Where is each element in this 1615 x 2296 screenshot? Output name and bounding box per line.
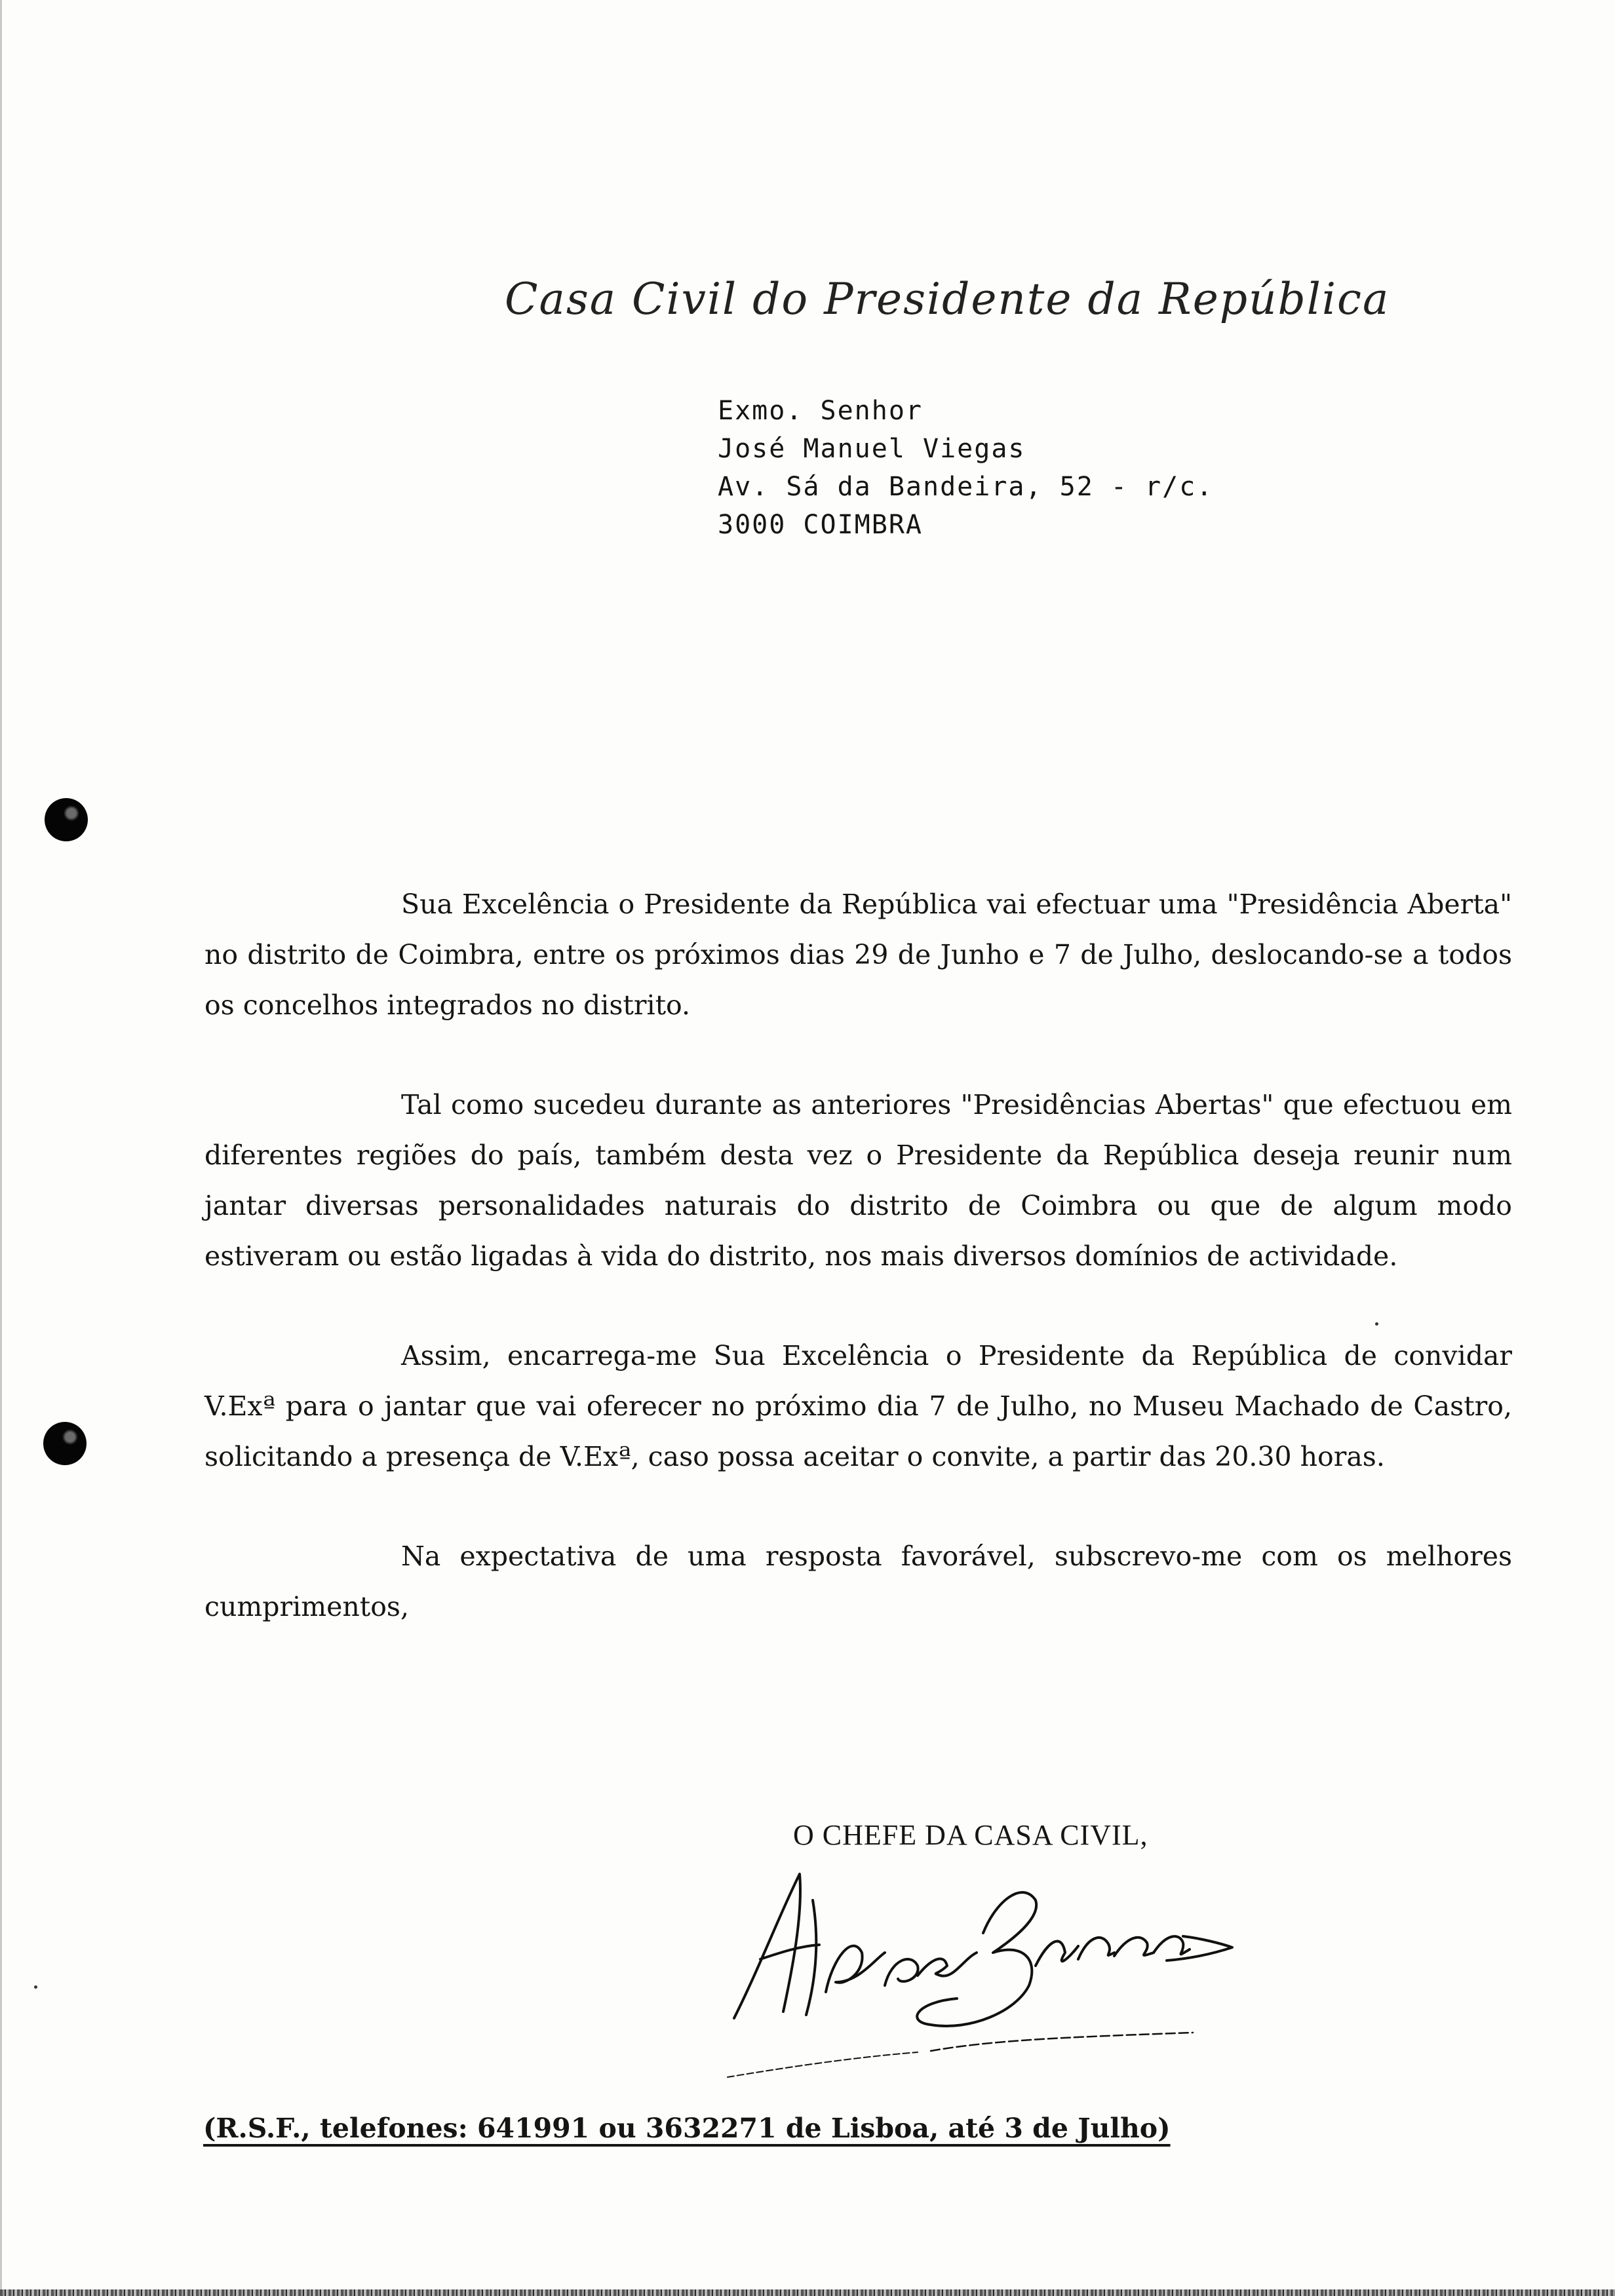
letterhead: Casa Civil do Presidente da República (505, 274, 1390, 324)
scan-artifact-band (0, 2289, 1615, 2296)
punch-hole-top (45, 798, 88, 841)
punch-hole-bottom (43, 1422, 87, 1465)
contact-footnote: (R.S.F., telefones: 641991 ou 3632271 de Lisboa, até 3 de Julho) (203, 2113, 1171, 2144)
page-edge (0, 0, 2, 2296)
closing-title: O CHEFE DA CASA CIVIL, (793, 1819, 1148, 1851)
signature (721, 1861, 1245, 2084)
recipient-address (718, 392, 1213, 544)
paragraph: Tal como sucedeu durante as anteriores "Presidências Abertas" que efectuou em diferentes regiões do país, também desta vez o Presidente da República deseja reunir num jantar diversas personalidades naturais do distrito de Coimbra ou que de algum modo estiveram ou estão ligadas à vida do distrito, nos mais diversos domínios de actividade. (204, 1089, 1512, 1272)
paragraph: Assim, encarrega-me Sua Excelência o Presidente da República de convidar V.Exª para o jantar que vai oferecer no próximo dia 7 de Julho, no Museu Machado de Castro, solicitando a presença de V.Exª, caso possa aceitar o convite, a partir das 20.30 horas. (204, 1340, 1512, 1472)
recipient-name: José Manuel Viegas (718, 434, 1026, 464)
scan-speck (34, 1985, 37, 1989)
recipient-street: Av. Sá da Bandeira, 52 - r/c. (718, 472, 1214, 502)
recipient-city: 3000 COIMBRA (718, 510, 923, 540)
paragraph: Na expectativa de uma resposta favorável, subscrevo-me com os melhores cumprimentos, (204, 1540, 1512, 1622)
scan-speck (1375, 1322, 1378, 1326)
letter-body (204, 879, 1512, 1681)
recipient-salutation: Exmo. Senhor (718, 396, 923, 426)
paragraph: Sua Excelência o Presidente da República vai efectuar uma "Presidência Aberta" no distrito de Coimbra, entre os próximos dias 29 de Junho e 7 de Julho, deslocando-se a todos os concelhos integrados no distrito. (204, 889, 1512, 1021)
